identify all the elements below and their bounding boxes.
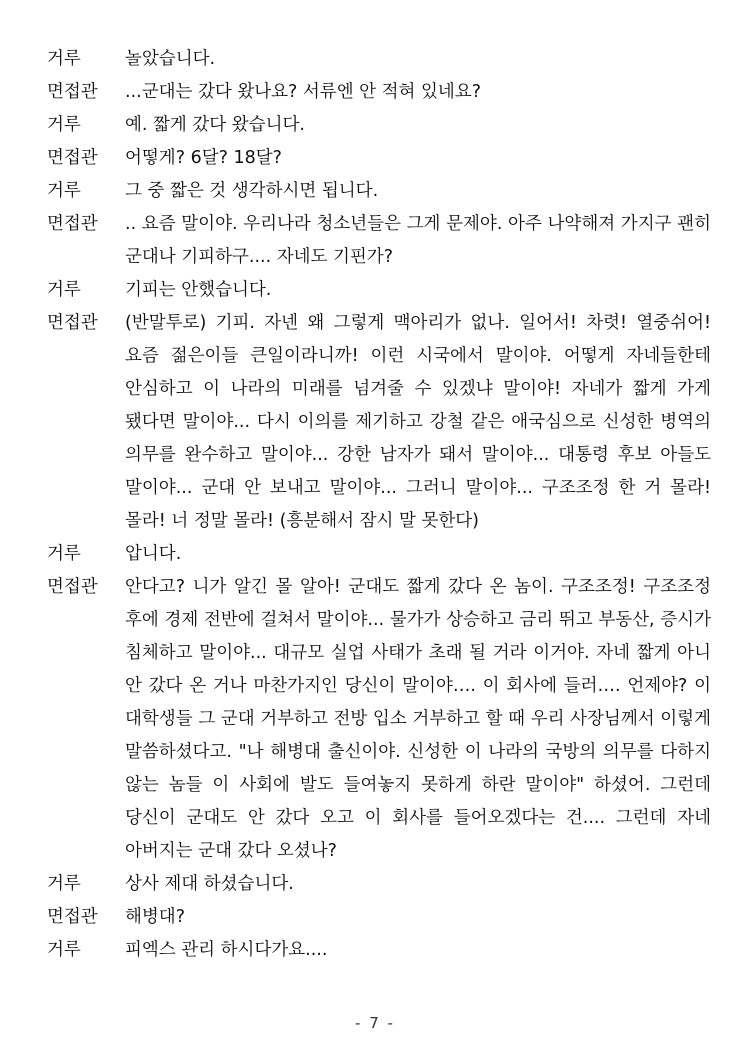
speaker-name: 거루	[47, 115, 81, 135]
script-dialogue	[47, 43, 711, 967]
speaker-name: 면접관	[47, 148, 98, 168]
dialogue-text: 안다고? 니가 알긴 몰 알아! 군대도 짧게 갔다 온 놈이. 구조조정! 구조조정 후에 경제 전반에 걸쳐서 말이야... 물가가 상승하고 금리 뛰고 부동산, 증시가 침체하고 말이야... 대규모 실업 사태가 초래 될 거라 이거야. 자네 짧게 아니 안 갔다 온 거나 마찬가지인 당신이 말이야…. 이 회사에 들러…. 언제야? 이 대학생들 그 군대 거부하고 전방 입소 거부하고 할 때 우리 사장님께서 이렇게 말씀하셨다고. "나 해병대 출신이야. 신성한 이 나라의 국방의 의무를 다하지 않는 놈들 이 사회에 발도 들여놓지 못하게 하란 말이야" 하셨어. 그런데 당신이 군대도 안 갔다 오고 이 회사를 들어오겠다는 건.... 그런데 자네 아버지는 군대 갔다 오셨나?	[125, 577, 711, 861]
speaker-name: 거루	[47, 874, 81, 894]
dialogue-text: 예. 짧게 갔다 왔습니다.	[125, 115, 305, 135]
speaker-name: 면접관	[47, 907, 98, 927]
speaker-name: 면접관	[47, 577, 98, 597]
dialogue-line	[47, 934, 711, 967]
speaker-name: 거루	[47, 181, 81, 201]
dialogue-line	[47, 274, 711, 307]
speaker-name: 거루	[47, 280, 81, 300]
dialogue-text: 상사 제대 하셨습니다.	[125, 874, 294, 894]
dialogue-line	[47, 538, 711, 571]
speaker-name: 거루	[47, 49, 81, 69]
dialogue-text: .. 요즘 말이야. 우리나라 청소년들은 그게 문제야. 아주 나약해져 가지구 괜히 군대나 기피하구.... 자네도 기핀가?	[125, 214, 711, 267]
dialogue-text: 압니다.	[125, 544, 182, 564]
dialogue-text: 기피는 안했습니다.	[125, 280, 272, 300]
dialogue-line	[47, 868, 711, 901]
dialogue-line	[47, 76, 711, 109]
dialogue-text: (반말투로) 기피. 자넨 왜 그렇게 맥아리가 없나. 일어서! 차렷! 열중쉬어! 요즘 젊은이들 큰일이라니까! 이런 시국에서 말이야. 어떻게 자네들한테 안심하고 이 나라의 미래를 넘겨줄 수 있겠냐 말이야! 자네가 짧게 가게 됐다면 말이야... 다시 이의를 제기하고 강철 같은 애국심으로 신성한 병역의 의무를 완수하고 말이야... 강한 남자가 돼서 말이야... 대통령 후보 아들도 말이야... 군대 안 보내고 말이야... 그러니 말이야... 구조조정 한 거 몰라! 몰라! 너 정말 몰라! (흥분해서 잠시 말 못한다)	[125, 313, 711, 531]
dialogue-text: 피엑스 관리 하시다가요....	[125, 940, 328, 960]
speaker-name: 면접관	[47, 313, 98, 333]
speaker-name: 거루	[47, 544, 81, 564]
speaker-name: 거루	[47, 940, 81, 960]
dialogue-line	[47, 43, 711, 76]
speaker-name: 면접관	[47, 214, 98, 234]
dialogue-text: 해병대?	[125, 907, 186, 927]
dialogue-line	[47, 109, 711, 142]
dialogue-line	[47, 307, 711, 538]
dialogue-line	[47, 208, 711, 274]
dialogue-text: ...군대는 갔다 왔나요? 서류엔 안 적혀 있네요?	[125, 82, 482, 102]
dialogue-line	[47, 142, 711, 175]
dialogue-line	[47, 901, 711, 934]
dialogue-line	[47, 571, 711, 868]
dialogue-text: 어떻게? 6달? 18달?	[125, 148, 282, 168]
dialogue-text: 놀았습니다.	[125, 49, 216, 69]
dialogue-text: 그 중 짧은 것 생각하시면 됩니다.	[125, 181, 379, 201]
speaker-name: 면접관	[47, 82, 98, 102]
dialogue-line	[47, 175, 711, 208]
page-number: - 7 -	[355, 1014, 395, 1032]
